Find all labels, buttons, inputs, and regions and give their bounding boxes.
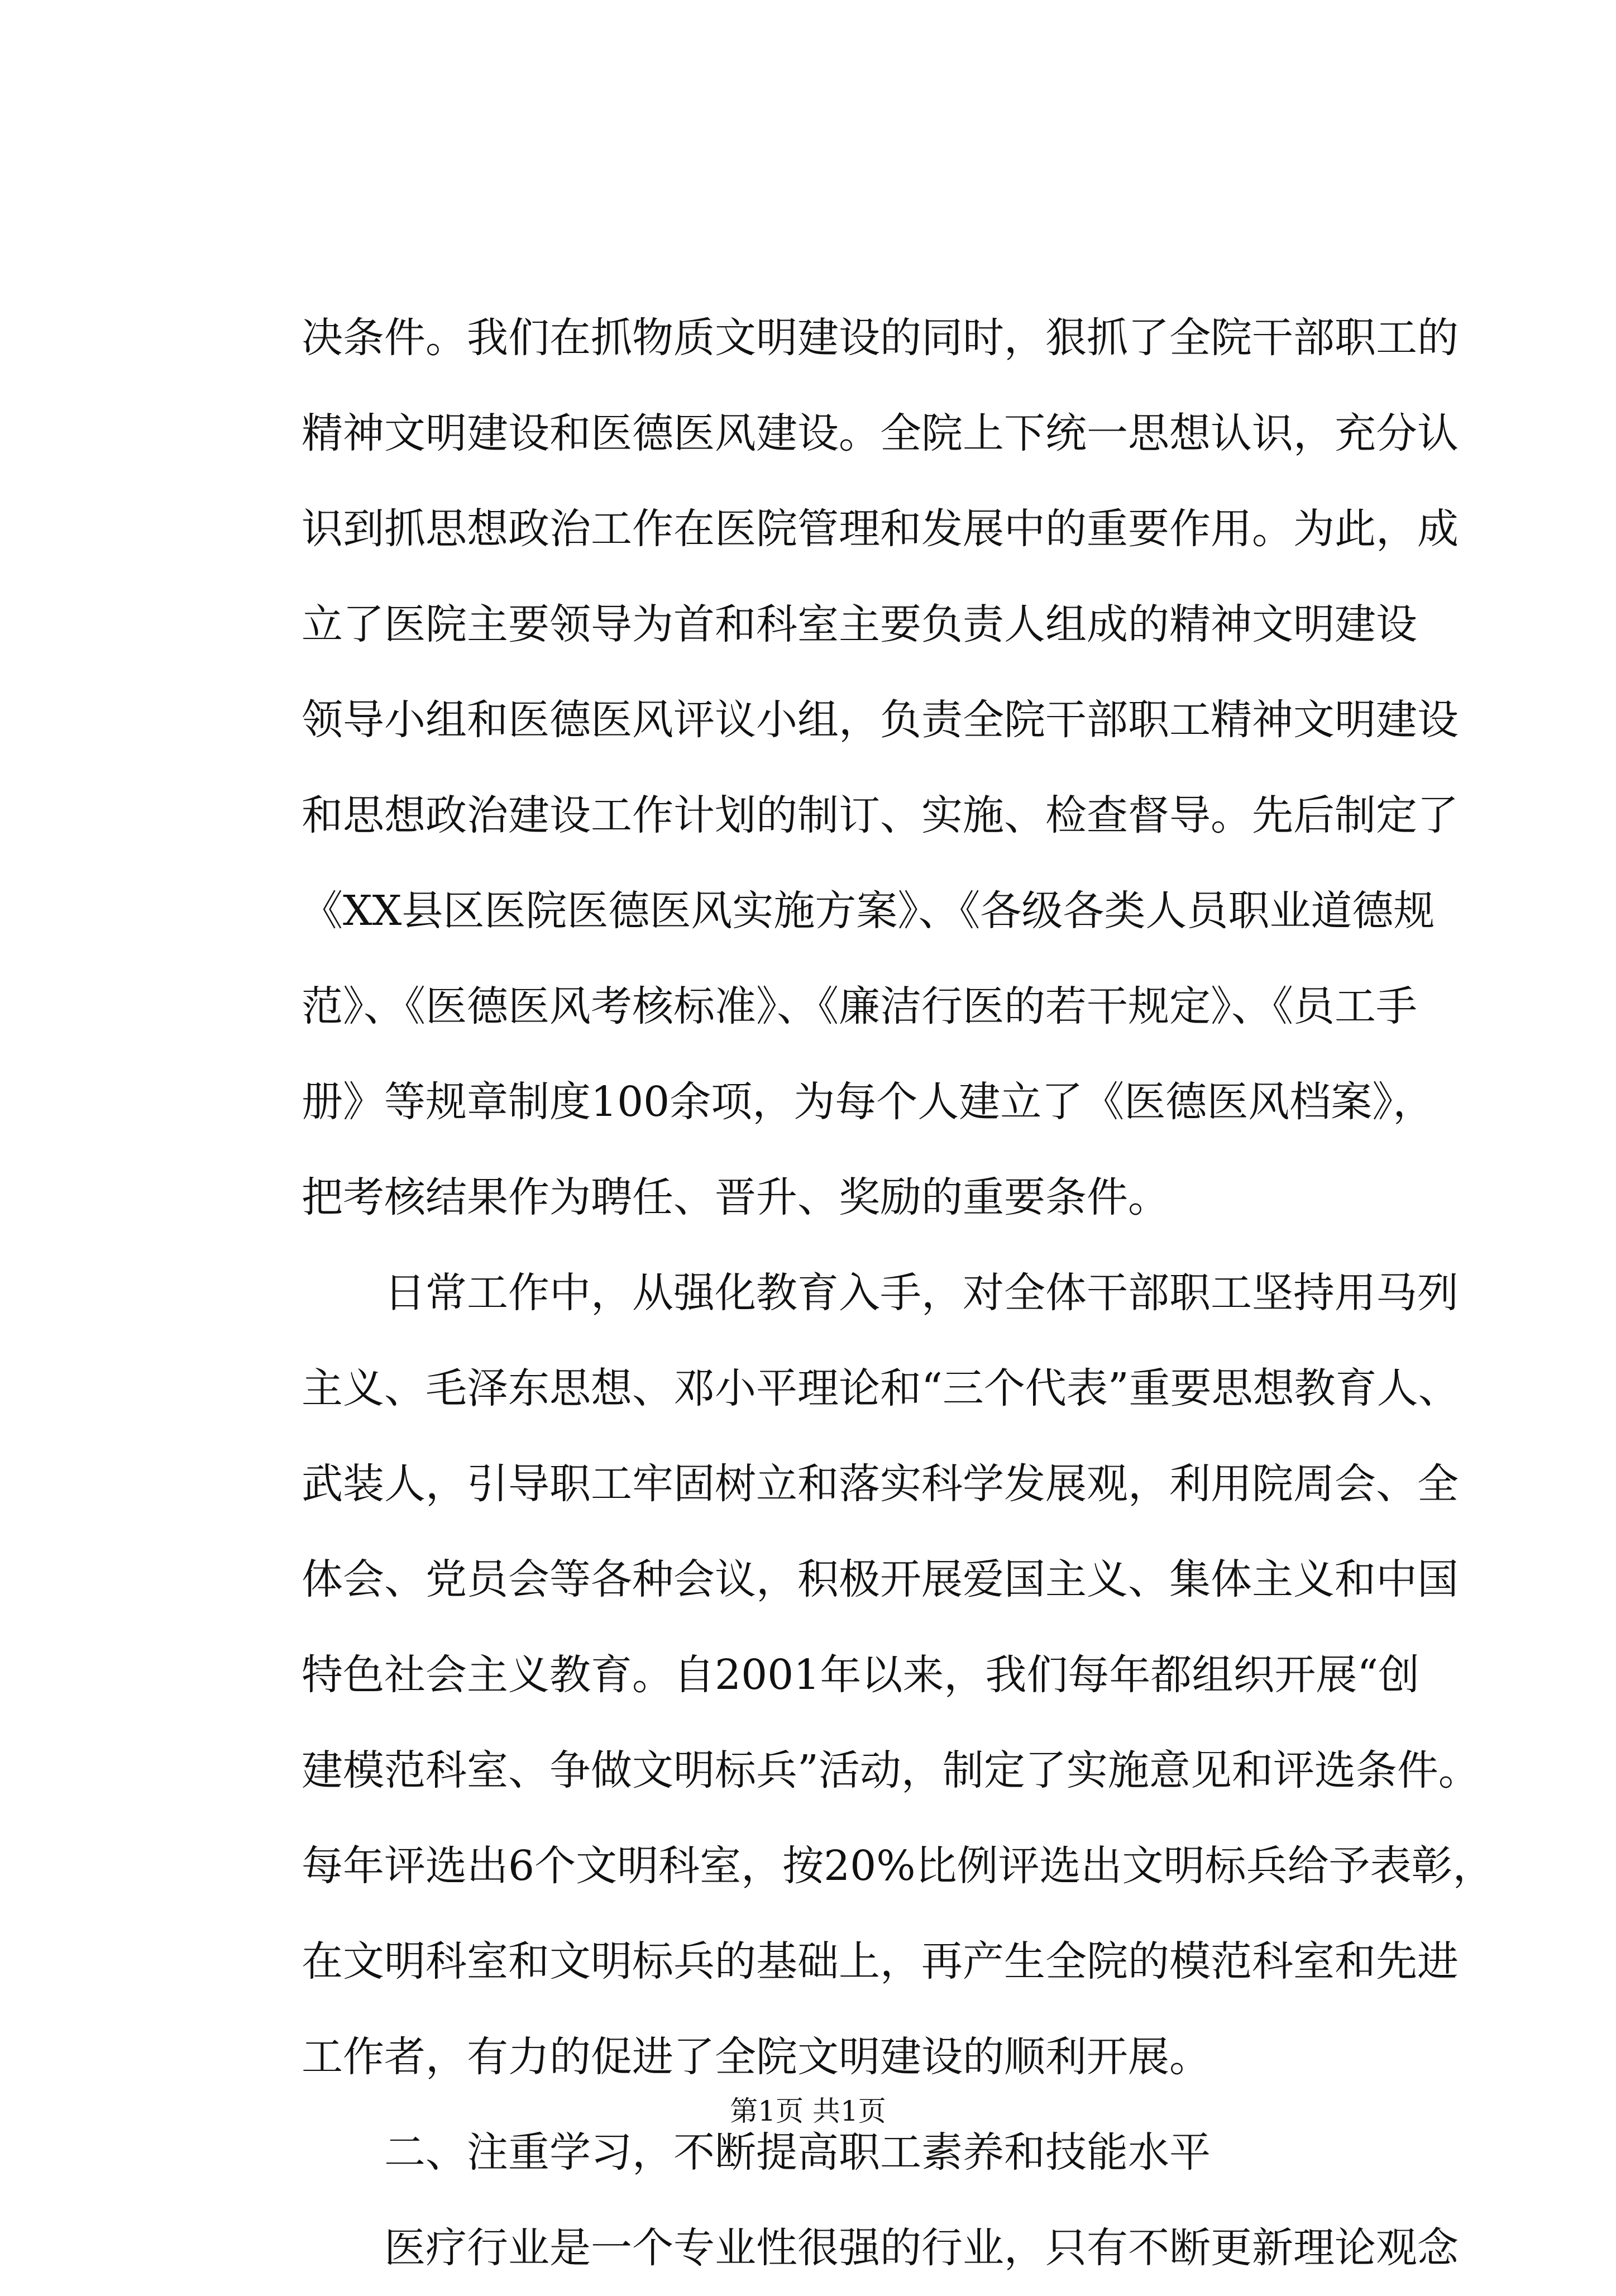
text-line-10: 把考核结果作为聘任、晋升、奖励的重要条件。 [302, 1173, 1169, 1221]
text-line-13: 武装人，引导职工牢固树立和落实科学发展观，利用院周会、全 [302, 1460, 1459, 1508]
text-line-17: 每年评选出6个文明科室，按20%比例评选出文明标兵给予表彰， [302, 1842, 1494, 1890]
text-line-4: 立了医院主要领导为首和科室主要负责人组成的精神文明建设 [302, 600, 1417, 648]
section-heading: 二、注重学习，不断提高职工素养和技能水平 [384, 2128, 1211, 2176]
text-line-7: 《XX县区医院医德医风实施方案》、《各级各类人员职业道德规 [302, 887, 1435, 935]
text-line-9: 册》等规章制度100余项，为每个人建立了《医德医风档案》， [302, 1078, 1435, 1126]
text-line-18: 在文明科室和文明标兵的基础上，再产生全院的模范科室和先进 [302, 1937, 1459, 1985]
text-line-16: 建模范科室、争做文明标兵”活动，制定了实施意见和评选条件。 [302, 1746, 1480, 1794]
text-line-1: 决条件。我们在抓物质文明建设的同时，狠抓了全院干部职工的 [302, 314, 1459, 362]
page-footer: 第1页 共1页 [730, 2095, 886, 2127]
text-line-8: 范》、《医德医风考核标准》、《廉洁行医的若干规定》、《员工手 [302, 982, 1417, 1030]
text-line-12: 主义、毛泽东思想、邓小平理论和“三个代表”重要思想教育人、 [302, 1364, 1460, 1412]
text-line-21: 医疗行业是一个专业性很强的行业，只有不断更新理论观念 [384, 2224, 1459, 2272]
text-line-19: 工作者，有力的促进了全院文明建设的顺利开展。 [302, 2033, 1211, 2081]
body-text [302, 290, 1494, 2296]
text-line-2: 精神文明建设和医德医风建设。全院上下统一思想认识，充分认 [302, 409, 1459, 457]
text-line-11: 日常工作中，从强化教育入手，对全体干部职工坚持用马列 [384, 1269, 1459, 1317]
text-line-5: 领导小组和医德医风评议小组，负责全院干部职工精神文明建设 [302, 696, 1459, 744]
text-line-3: 识到抓思想政治工作在医院管理和发展中的重要作用。为此，成 [302, 505, 1459, 553]
text-line-6: 和思想政治建设工作计划的制订、实施、检查督导。先后制定了 [302, 791, 1459, 839]
text-line-15: 特色社会主义教育。自2001年以来，我们每年都组织开展“创 [302, 1651, 1420, 1699]
text-line-14: 体会、党员会等各种会议，积极开展爱国主义、集体主义和中国 [302, 1555, 1459, 1603]
